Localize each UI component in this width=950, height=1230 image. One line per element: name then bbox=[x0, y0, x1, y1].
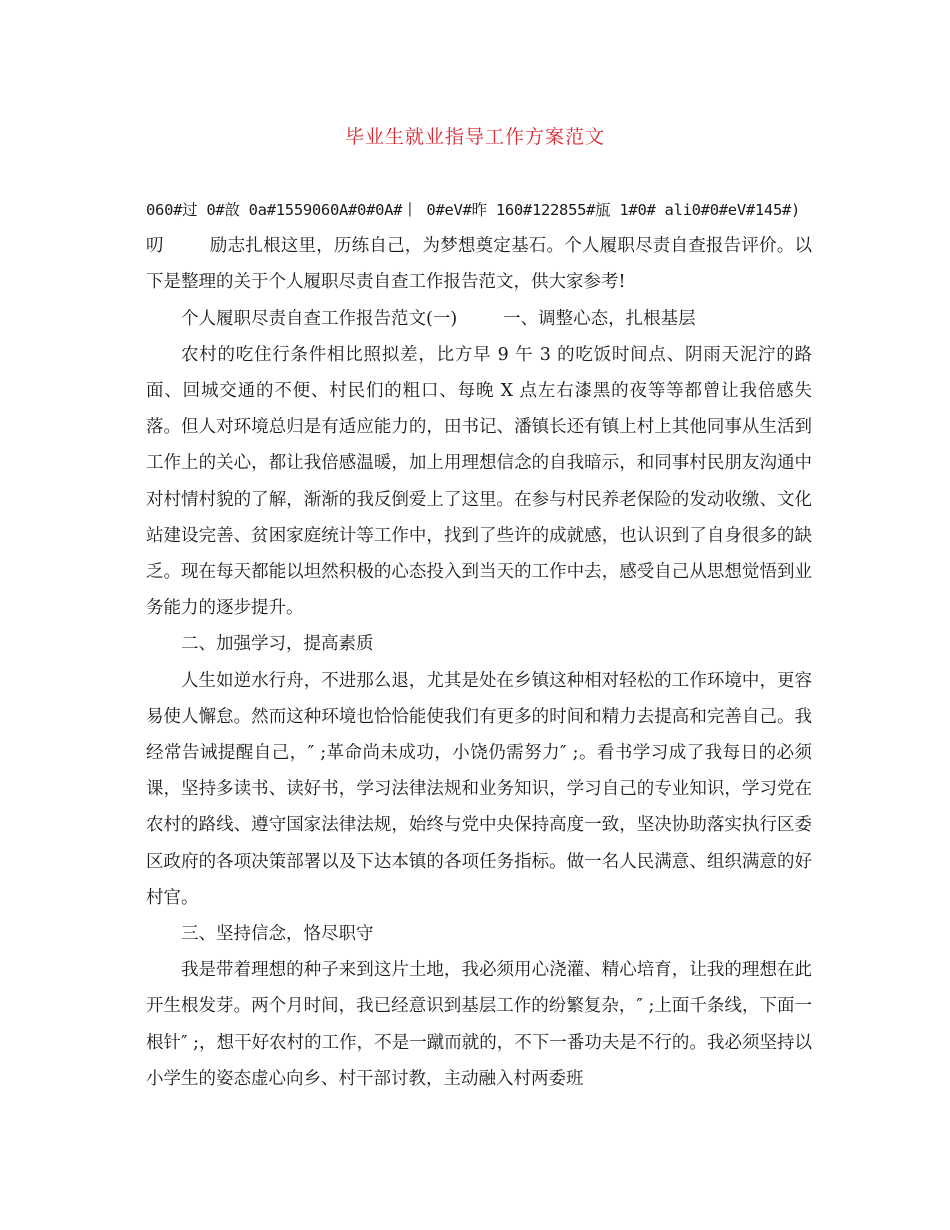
document-title: 毕业生就业指导工作方案范文 bbox=[344, 126, 605, 148]
section2-heading: 二、加强学习，提高素质 bbox=[181, 634, 374, 655]
intro-lead: 叨 bbox=[146, 236, 164, 257]
intro-paragraph bbox=[146, 228, 812, 300]
garbled-text-line: 060#过 0#敨 0a#1559060A#0#0A#丨 0#eV#昨 160#122855#瓬 1#0# ali0#0#eV#145#) bbox=[146, 201, 801, 219]
report-title: 个人履职尽责自查工作报告范文(一) bbox=[181, 308, 458, 329]
section3-heading: 三、坚持信念，恪尽职守 bbox=[181, 924, 374, 945]
report-title-line bbox=[146, 301, 812, 337]
section1-paragraph: 农村的吃住行条件相比照拟差，比方早 9 午 3 的吃饭时间点、阴雨天泥泞的路面、回城交通的不便、村民们的粗口、每晚 X 点左右漆黑的夜等等都曾让我倍感失落。但人对环境总归是有适应能力的，田书记、潘镇长还有镇上村上其他同事从生活到工作上的关心，都让我倍感温暖，加上用理想信念的自我暗示，和同事村民朋友沟通中对村情村貌的了解，渐渐的我反倒爱上了这里。在参与村民养老保险的发动收缴、文化站建设完善、贫困家庭统计等工作中，找到了些许的成就感，也认识到了自身很多的缺乏。现在每天都能以坦然积极的心态投入到当天的工作中去，感受自己从思想觉悟到业务能力的逐步提升。 bbox=[146, 344, 812, 619]
section3-paragraph: 我是带着理想的种子来到这片土地，我必须用心浇灌、精心培育，让我的理想在此开生根发芽。两个月时间，我已经意识到基层工作的纷繁复杂，″ ;上面千条线，下面一根针″ ;，想干好农村的工作，不是一蹴而就的，不下一番功夫是不行的。我必须坚持以小学生的姿态虚心向乡、村干部讨教，主动融入村两委班 bbox=[146, 960, 812, 1089]
document-body bbox=[146, 192, 812, 1097]
section1-heading: 一、调整心态，扎根基层 bbox=[503, 308, 696, 329]
section2-paragraph: 人生如逆水行舟，不进那么退，尤其是处在乡镇这种相对轻松的工作环境中，更容易使人懈怠。然而这种环境也恰恰能使我们有更多的时间和精力去提高和完善自己。我经常告诫提醒自己，″ ;革命尚未成功，小饶仍需努力″ ;。看书学习成了我每日的必须课，坚持多读书、读好书，学习法律法规和业务知识，学习自己的专业知识，学习党在农村的路线、遵守国家法律法规，始终与党中央保持高度一致，坚决协助落实执行区委区政府的各项决策部署以及下达本镇的各项任务指标。做一名人民满意、组织满意的好村官。 bbox=[146, 670, 812, 908]
intro-text: 励志扎根这里，历练自己，为梦想奠定基石。个人履职尽责自查报告评价。以下是整理的关于个人履职尽责自查工作报告范文，供大家参考! bbox=[146, 236, 813, 293]
